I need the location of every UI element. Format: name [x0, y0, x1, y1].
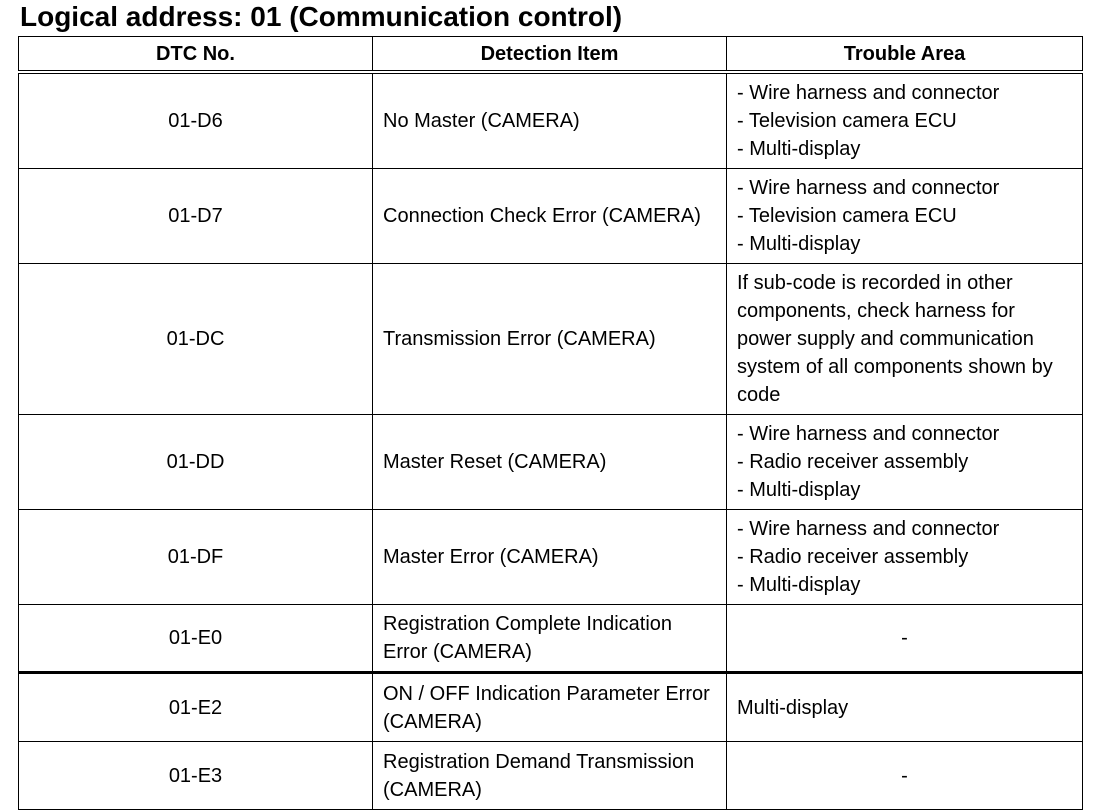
trouble-area-cell: - — [727, 742, 1083, 810]
trouble-area-cell: - — [727, 605, 1083, 673]
trouble-area-line: - Multi-display — [737, 479, 861, 501]
trouble-area-line: - Radio receiver assembly — [737, 451, 969, 473]
page-title: Logical address: 01 (Communication control) — [20, 1, 623, 32]
trouble-area-line: - Wire harness and connector — [737, 177, 1000, 199]
header-dtc-no: DTC No. — [19, 37, 373, 73]
dtc-cell: 01-DC — [19, 264, 373, 415]
table-body — [19, 72, 1083, 810]
dtc-cell: 01-E2 — [19, 673, 373, 742]
trouble-area-line: - Television camera ECU — [737, 110, 957, 132]
trouble-area-text: If sub-code is recorded in other components, check harness for power supply and communication system of all components shown by code — [737, 272, 1053, 406]
trouble-area-line: - Wire harness and connector — [737, 82, 1000, 104]
detection-item-cell: ON / OFF Indication Parameter Error (CAMERA) — [373, 673, 727, 742]
detection-item-cell: Master Reset (CAMERA) — [373, 415, 727, 510]
trouble-area-cell — [727, 415, 1083, 510]
table-row — [19, 264, 1083, 415]
table-row — [19, 510, 1083, 605]
detection-item-cell: Registration Complete Indication Error (CAMERA) — [373, 605, 727, 673]
table-row — [19, 673, 1083, 742]
trouble-area-cell — [727, 72, 1083, 169]
header-row — [19, 37, 1083, 73]
detection-item-cell: Transmission Error (CAMERA) — [373, 264, 727, 415]
trouble-area-line: - Television camera ECU — [737, 205, 957, 227]
trouble-area-line: - Multi-display — [737, 138, 861, 160]
dtc-cell: 01-E0 — [19, 605, 373, 673]
trouble-area-cell: Multi-display — [727, 673, 1083, 742]
header-detection-item: Detection Item — [373, 37, 727, 73]
detection-item-cell: No Master (CAMERA) — [373, 72, 727, 169]
table-row — [19, 72, 1083, 169]
table-header — [19, 37, 1083, 73]
table-row — [19, 742, 1083, 810]
trouble-area-cell — [727, 169, 1083, 264]
dtc-cell: 01-E3 — [19, 742, 373, 810]
dtc-cell: 01-DD — [19, 415, 373, 510]
dtc-cell: 01-D7 — [19, 169, 373, 264]
table-row — [19, 169, 1083, 264]
table-row — [19, 605, 1083, 673]
trouble-area-cell — [727, 510, 1083, 605]
trouble-area-line: - Multi-display — [737, 233, 861, 255]
detection-item-cell: Connection Check Error (CAMERA) — [373, 169, 727, 264]
trouble-area-cell — [727, 264, 1083, 415]
trouble-area-line: - Wire harness and connector — [737, 518, 1000, 540]
trouble-area-line: - Radio receiver assembly — [737, 546, 969, 568]
dtc-table — [18, 36, 1083, 810]
dtc-cell: 01-D6 — [19, 72, 373, 169]
table-row — [19, 415, 1083, 510]
detection-item-cell: Master Error (CAMERA) — [373, 510, 727, 605]
detection-item-cell: Registration Demand Transmission (CAMERA) — [373, 742, 727, 810]
trouble-area-line: - Wire harness and connector — [737, 423, 1000, 445]
trouble-area-line: - Multi-display — [737, 574, 861, 596]
header-trouble-area: Trouble Area — [727, 37, 1083, 73]
dtc-cell: 01-DF — [19, 510, 373, 605]
